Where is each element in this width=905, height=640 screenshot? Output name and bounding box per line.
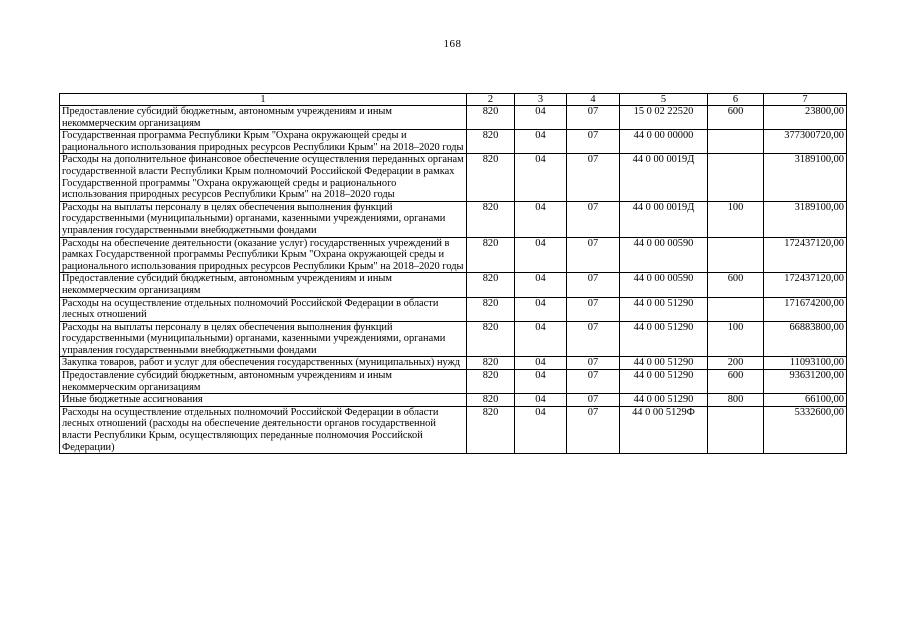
row-amount-cell: 23800,00 <box>764 106 847 130</box>
row-code-6-cell: 100 <box>708 201 764 237</box>
row-name-cell: Предоставление субсидий бюджетным, автономным учреждениям и иным некоммерческим организациям <box>60 106 467 130</box>
row-code-3-cell: 04 <box>515 201 567 237</box>
row-code-3-cell: 04 <box>515 154 567 201</box>
column-header-1: 1 <box>60 94 467 106</box>
row-code-3-cell: 04 <box>515 273 567 297</box>
row-code-5-cell: 15 0 02 22520 <box>620 106 708 130</box>
row-name-cell: Расходы на обеспечение деятельности (оказание услуг) государственных учреждений в рамках Государственной программы Республики Крым "Охрана окружающей среды и рационального использования природных ресурсов Республики Крым" на 2018–2020 годы <box>60 237 467 273</box>
row-code-3-cell: 04 <box>515 321 567 357</box>
row-code-6-cell: 600 <box>708 370 764 394</box>
table-row <box>60 394 847 407</box>
row-code-3-cell: 04 <box>515 130 567 154</box>
row-name-cell: Расходы на осуществление отдельных полномочий Российской Федерации в области лесных отношений <box>60 297 467 321</box>
row-amount-cell: 172437120,00 <box>764 237 847 273</box>
row-code-2-cell: 820 <box>467 357 515 370</box>
table-row <box>60 201 847 237</box>
row-code-2-cell: 820 <box>467 370 515 394</box>
row-code-6-cell <box>708 237 764 273</box>
row-code-4-cell: 07 <box>567 370 620 394</box>
table-row <box>60 130 847 154</box>
table-row <box>60 106 847 130</box>
row-name-cell: Предоставление субсидий бюджетным, автономным учреждениям и иным некоммерческим организациям <box>60 370 467 394</box>
row-code-3-cell: 04 <box>515 406 567 453</box>
column-header-2: 2 <box>467 94 515 106</box>
row-code-6-cell <box>708 406 764 453</box>
row-code-2-cell: 820 <box>467 201 515 237</box>
column-header-3: 3 <box>515 94 567 106</box>
row-code-2-cell: 820 <box>467 237 515 273</box>
row-code-5-cell: 44 0 00 0019Д <box>620 201 708 237</box>
column-header-6: 6 <box>708 94 764 106</box>
row-code-3-cell: 04 <box>515 106 567 130</box>
row-amount-cell: 171674200,00 <box>764 297 847 321</box>
row-code-6-cell: 800 <box>708 394 764 407</box>
table-row <box>60 297 847 321</box>
row-amount-cell: 377300720,00 <box>764 130 847 154</box>
row-code-4-cell: 07 <box>567 237 620 273</box>
row-code-4-cell: 07 <box>567 394 620 407</box>
row-code-6-cell <box>708 130 764 154</box>
row-code-3-cell: 04 <box>515 357 567 370</box>
row-amount-cell: 3189100,00 <box>764 201 847 237</box>
row-code-4-cell: 07 <box>567 357 620 370</box>
column-header-5: 5 <box>620 94 708 106</box>
row-name-cell: Расходы на выплаты персоналу в целях обеспечения выполнения функций государственными (муниципальными) органами, казенными учреждениями, органами управления государственными внебюджетными фондами <box>60 201 467 237</box>
row-code-3-cell: 04 <box>515 394 567 407</box>
row-code-4-cell: 07 <box>567 321 620 357</box>
row-name-cell: Расходы на осуществление отдельных полномочий Российской Федерации в области лесных отношений (расходы на обеспечение деятельности органов государственной власти Республики Крым, осуществляющих переданные полномочия Российской Федерации) <box>60 406 467 453</box>
row-amount-cell: 66883800,00 <box>764 321 847 357</box>
row-code-2-cell: 820 <box>467 406 515 453</box>
table-row <box>60 237 847 273</box>
row-name-cell: Иные бюджетные ассигнования <box>60 394 467 407</box>
table-row <box>60 154 847 201</box>
row-code-5-cell: 44 0 00 51290 <box>620 370 708 394</box>
table-row <box>60 370 847 394</box>
row-code-4-cell: 07 <box>567 406 620 453</box>
row-code-2-cell: 820 <box>467 273 515 297</box>
row-amount-cell: 11093100,00 <box>764 357 847 370</box>
row-code-6-cell <box>708 154 764 201</box>
row-code-6-cell: 200 <box>708 357 764 370</box>
row-code-6-cell: 600 <box>708 273 764 297</box>
column-header-4: 4 <box>567 94 620 106</box>
row-code-4-cell: 07 <box>567 273 620 297</box>
page-number: 168 <box>443 38 462 50</box>
row-amount-cell: 172437120,00 <box>764 273 847 297</box>
row-code-5-cell: 44 0 00 00590 <box>620 237 708 273</box>
row-amount-cell: 66100,00 <box>764 394 847 407</box>
row-code-5-cell: 44 0 00 00000 <box>620 130 708 154</box>
row-code-2-cell: 820 <box>467 297 515 321</box>
row-code-2-cell: 820 <box>467 154 515 201</box>
column-header-7: 7 <box>764 94 847 106</box>
row-code-2-cell: 820 <box>467 321 515 357</box>
row-code-5-cell: 44 0 00 5129Ф <box>620 406 708 453</box>
row-name-cell: Расходы на дополнительное финансовое обеспечение осуществления переданных органам государственной власти Республики Крым полномочий Российской Федерации в рамках Государственной программы "Охрана окружающей среды и рационального использования природных ресурсов Республики Крым" на 2018–2020 годы <box>60 154 467 201</box>
row-code-3-cell: 04 <box>515 297 567 321</box>
row-code-4-cell: 07 <box>567 130 620 154</box>
row-code-2-cell: 820 <box>467 130 515 154</box>
table-row <box>60 357 847 370</box>
row-code-6-cell: 100 <box>708 321 764 357</box>
table-header-row <box>60 94 847 106</box>
row-amount-cell: 5332600,00 <box>764 406 847 453</box>
row-name-cell: Закупка товаров, работ и услуг для обеспечения государственных (муниципальных) нужд <box>60 357 467 370</box>
row-code-2-cell: 820 <box>467 106 515 130</box>
row-code-2-cell: 820 <box>467 394 515 407</box>
row-name-cell: Государственная программа Республики Крым "Охрана окружающей среды и рационального использования природных ресурсов Республики Крым" на 2018–2020 годы <box>60 130 467 154</box>
row-amount-cell: 93631200,00 <box>764 370 847 394</box>
row-code-5-cell: 44 0 00 51290 <box>620 394 708 407</box>
table-row <box>60 273 847 297</box>
row-code-5-cell: 44 0 00 0019Д <box>620 154 708 201</box>
row-code-6-cell: 600 <box>708 106 764 130</box>
row-name-cell: Расходы на выплаты персоналу в целях обеспечения выполнения функций государственными (муниципальными) органами, казенными учреждениями, органами управления государственными внебюджетными фондами <box>60 321 467 357</box>
row-code-4-cell: 07 <box>567 106 620 130</box>
row-code-4-cell: 07 <box>567 297 620 321</box>
row-code-3-cell: 04 <box>515 370 567 394</box>
row-code-5-cell: 44 0 00 51290 <box>620 357 708 370</box>
row-code-5-cell: 44 0 00 00590 <box>620 273 708 297</box>
row-code-6-cell <box>708 297 764 321</box>
row-code-5-cell: 44 0 00 51290 <box>620 321 708 357</box>
row-code-4-cell: 07 <box>567 154 620 201</box>
row-code-3-cell: 04 <box>515 237 567 273</box>
row-amount-cell: 3189100,00 <box>764 154 847 201</box>
row-name-cell: Предоставление субсидий бюджетным, автономным учреждениям и иным некоммерческим организациям <box>60 273 467 297</box>
row-code-5-cell: 44 0 00 51290 <box>620 297 708 321</box>
table-body <box>60 106 847 454</box>
table-row <box>60 321 847 357</box>
table-row <box>60 406 847 453</box>
row-code-4-cell: 07 <box>567 201 620 237</box>
budget-table <box>59 93 847 454</box>
